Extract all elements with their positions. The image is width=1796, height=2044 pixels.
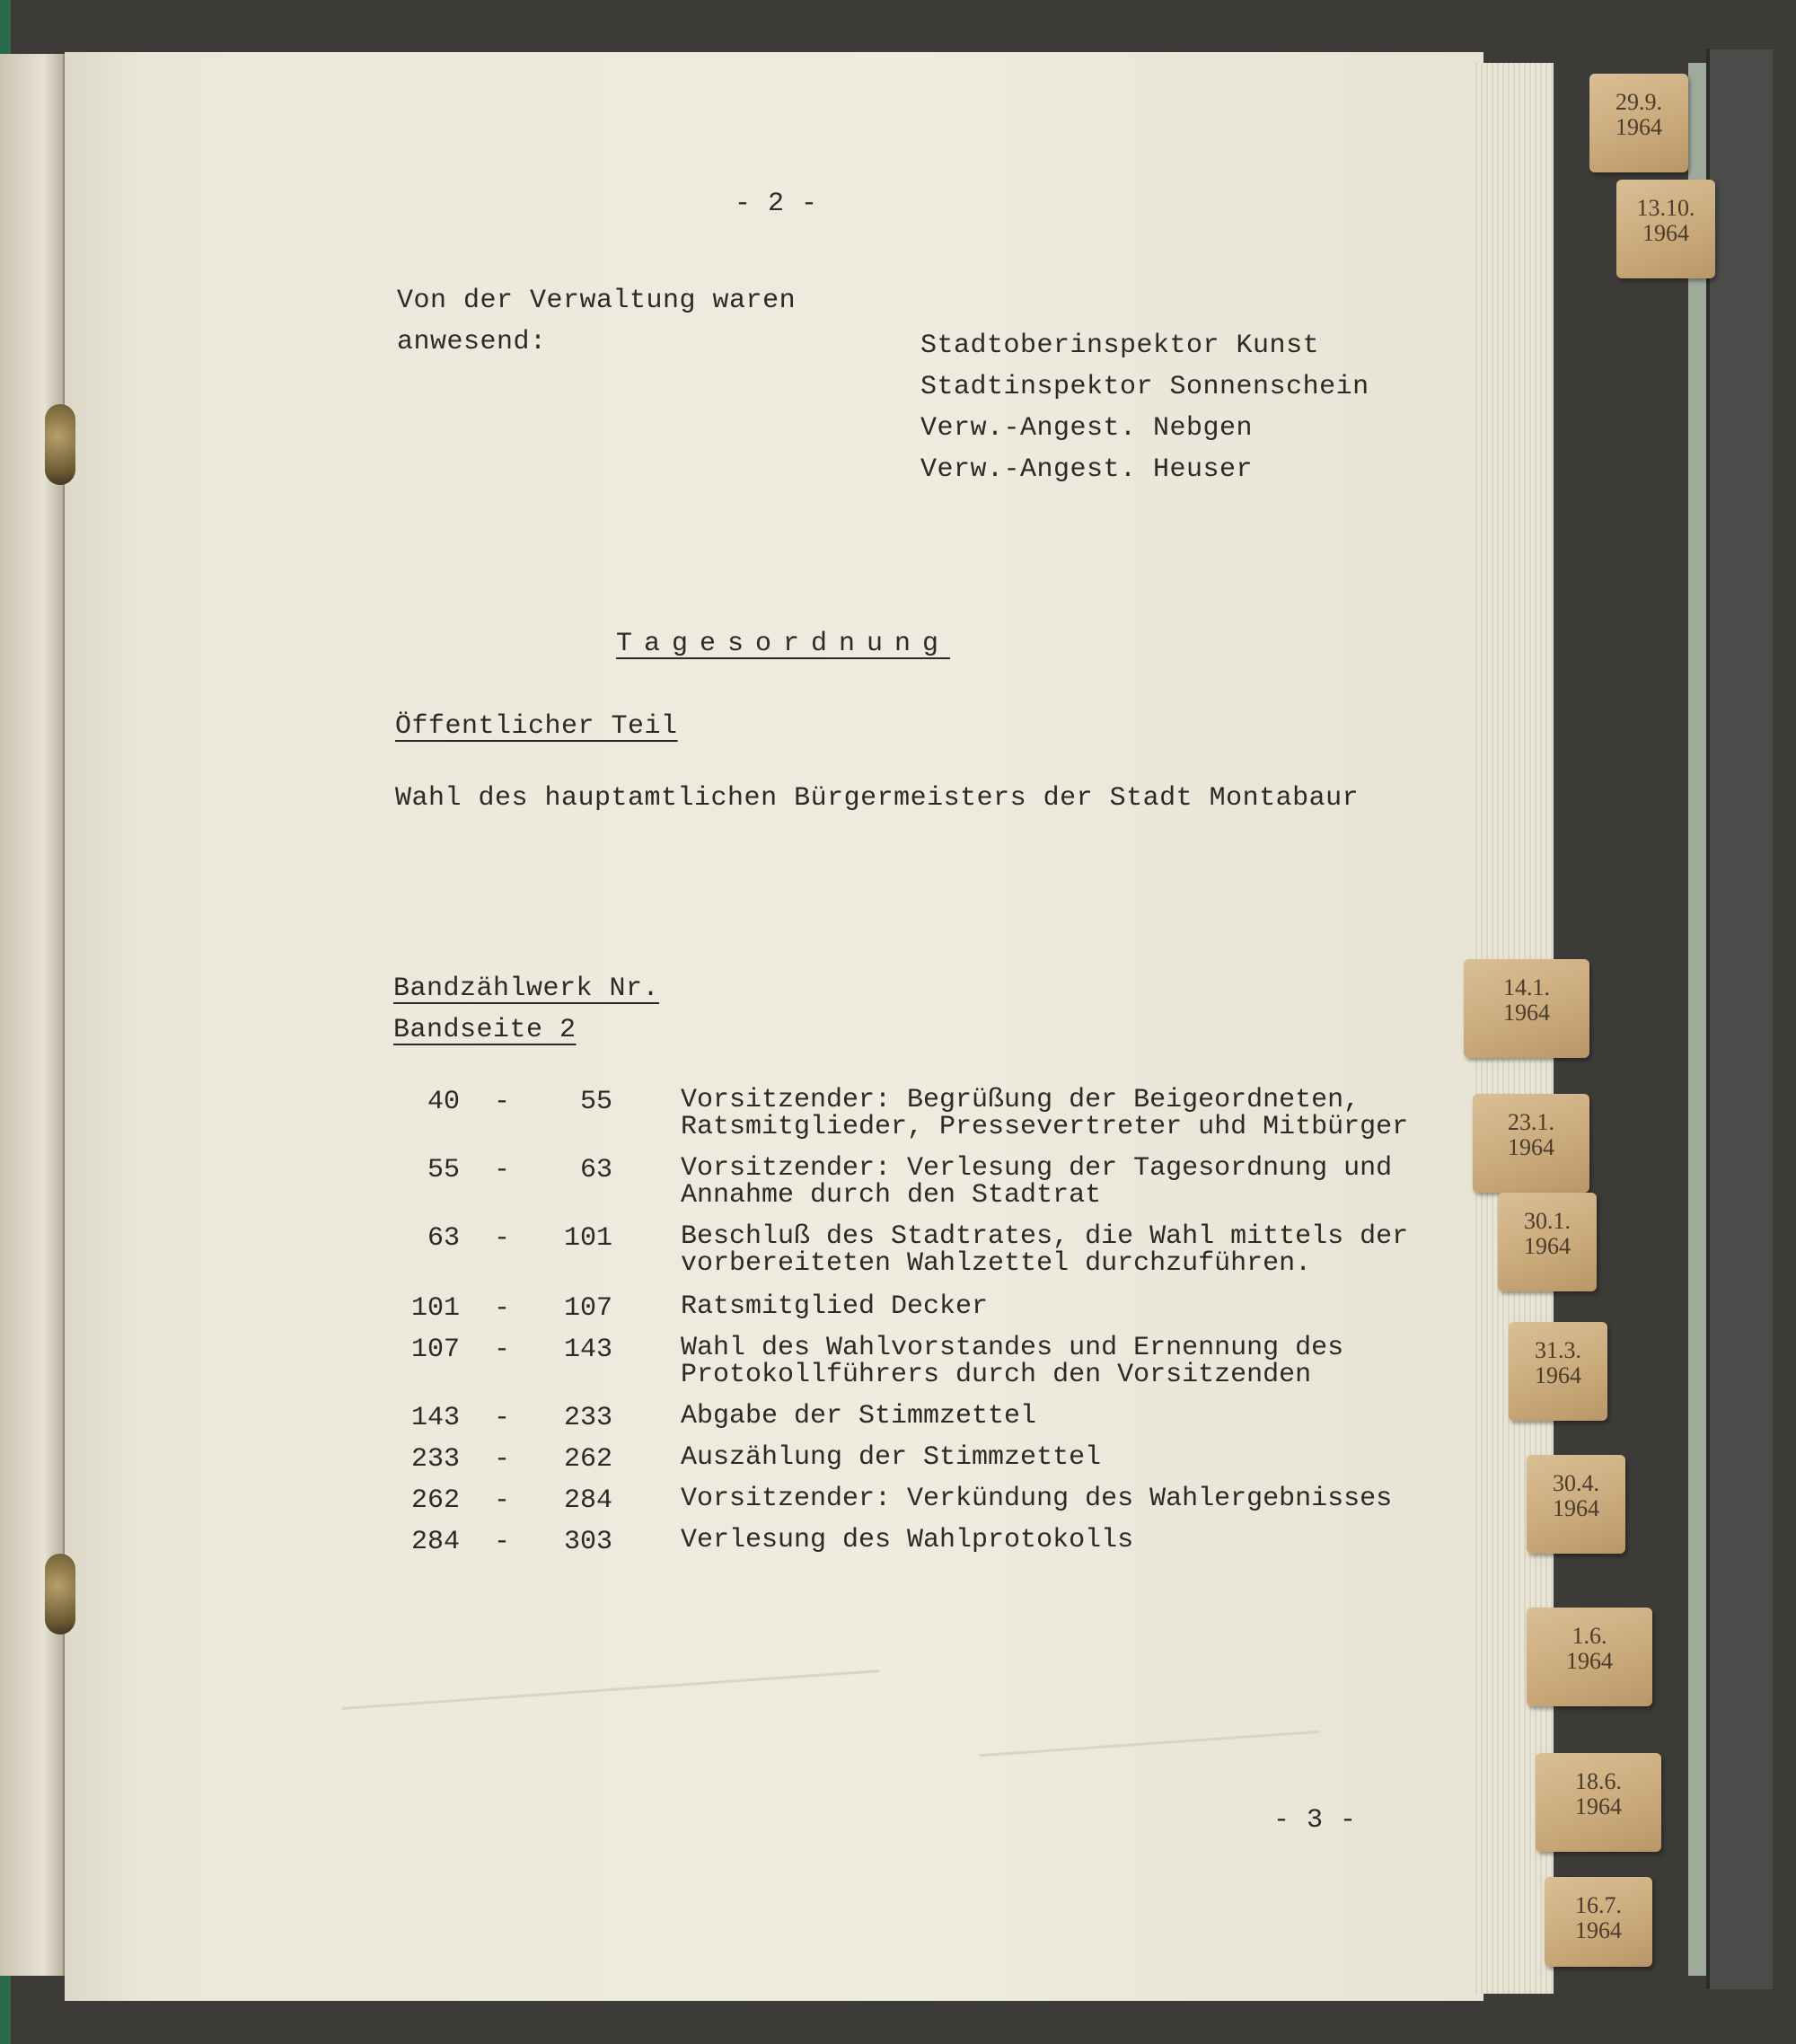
- counter-description: [681, 1485, 1489, 1512]
- counter-description: [681, 1527, 1489, 1554]
- description-line: Abgabe der Stimmzettel: [681, 1401, 1037, 1432]
- counter-description: [681, 1335, 1489, 1388]
- counter-row: [395, 1155, 1473, 1227]
- present-name-3: Verw.-Angest. Nebgen: [920, 413, 1254, 444]
- counter-to: 233: [563, 1403, 612, 1433]
- counter-description: [681, 1403, 1489, 1430]
- counter-row: [395, 1335, 1473, 1406]
- counter-from: 101: [410, 1293, 460, 1324]
- page-number: - 2 -: [735, 189, 818, 219]
- counter-to: 262: [563, 1444, 612, 1475]
- next-page-marker: - 3 -: [1273, 1805, 1357, 1836]
- description-line: vorbereiteten Wahlzettel durchzuführen.: [681, 1248, 1312, 1279]
- counter-heading: Bandzählwerk Nr.: [393, 974, 660, 1004]
- counter-dash: -: [494, 1293, 511, 1324]
- binder-cover: [1706, 49, 1773, 1989]
- counter-from: 143: [410, 1403, 460, 1433]
- counter-dash: -: [494, 1527, 511, 1557]
- counter-dash: -: [494, 1087, 511, 1117]
- description-line: Vorsitzender: Begrüßung der Beigeordneten,: [681, 1085, 1360, 1115]
- counter-description: [681, 1293, 1489, 1320]
- counter-to: 55: [579, 1087, 612, 1117]
- description-line: Annahme durch den Stadtrat: [681, 1180, 1102, 1211]
- counter-row: [395, 1087, 1473, 1159]
- left-page-edge: [0, 54, 66, 1976]
- counter-to: 303: [563, 1527, 612, 1557]
- counter-from: 262: [410, 1485, 460, 1516]
- counter-description: [681, 1155, 1489, 1209]
- counter-to: 63: [579, 1155, 612, 1185]
- description-line: Vorsitzender: Verlesung der Tagesordnung und: [681, 1153, 1393, 1184]
- counter-from: 233: [410, 1444, 460, 1475]
- index-tab[interactable]: 13.10. 1964: [1616, 180, 1715, 278]
- counter-from: 284: [410, 1527, 460, 1557]
- counter-description: [681, 1444, 1489, 1471]
- counter-row: [395, 1527, 1473, 1599]
- counter-dash: -: [494, 1444, 511, 1475]
- counter-to: 107: [563, 1293, 612, 1324]
- public-part-heading: Öffentlicher Teil: [395, 711, 678, 742]
- index-tab[interactable]: 1.6. 1964: [1527, 1608, 1652, 1706]
- description-line: Vorsitzender: Verkündung des Wahlergebnisses: [681, 1484, 1393, 1514]
- page-ref-heading: Bandseite 2: [393, 1015, 577, 1045]
- description-line: Wahl des Wahlvorstandes und Ernennung des: [681, 1333, 1344, 1363]
- present-name-4: Verw.-Angest. Heuser: [920, 454, 1254, 485]
- counter-from: 55: [427, 1155, 460, 1185]
- counter-from: 107: [410, 1335, 460, 1365]
- agenda-item: Wahl des hauptamtlichen Bürgermeisters der Stadt Montabaur: [395, 783, 1360, 814]
- index-tab[interactable]: 23.1. 1964: [1473, 1094, 1589, 1193]
- counter-to: 143: [563, 1335, 612, 1365]
- counter-description: [681, 1087, 1489, 1141]
- index-tab[interactable]: 31.3. 1964: [1509, 1322, 1607, 1421]
- binder-ring-top: [45, 404, 75, 485]
- description-line: Ratsmitglieder, Pressevertreter uhd Mitbürger: [681, 1112, 1409, 1142]
- counter-to: 101: [563, 1223, 612, 1254]
- counter-dash: -: [494, 1403, 511, 1433]
- description-line: Protokollführers durch den Vorsitzenden: [681, 1360, 1312, 1390]
- counter-dash: -: [494, 1335, 511, 1365]
- counter-dash: -: [494, 1155, 511, 1185]
- present-label-line1: Von der Verwaltung waren: [397, 286, 797, 316]
- index-tab[interactable]: 14.1. 1964: [1464, 959, 1589, 1058]
- index-tab[interactable]: 18.6. 1964: [1536, 1753, 1661, 1852]
- index-tab[interactable]: 30.1. 1964: [1498, 1193, 1597, 1291]
- binder-ring-bottom: [45, 1554, 75, 1634]
- present-label-line2: anwesend:: [397, 327, 547, 357]
- counter-dash: -: [494, 1223, 511, 1254]
- present-name-1: Stadtoberinspektor Kunst: [920, 330, 1320, 361]
- counter-to: 284: [563, 1485, 612, 1516]
- index-tab[interactable]: 29.9. 1964: [1589, 74, 1688, 172]
- description-line: Verlesung des Wahlprotokolls: [681, 1525, 1134, 1555]
- description-line: Auszählung der Stimmzettel: [681, 1442, 1102, 1473]
- agenda-heading: Tagesordnung: [616, 629, 951, 659]
- counter-dash: -: [494, 1485, 511, 1516]
- description-line: Beschluß des Stadtrates, die Wahl mittels der: [681, 1221, 1409, 1252]
- counter-from: 63: [427, 1223, 460, 1254]
- counter-from: 40: [427, 1087, 460, 1117]
- present-name-2: Stadtinspektor Sonnenschein: [920, 372, 1369, 402]
- index-tab[interactable]: 30.4. 1964: [1527, 1455, 1625, 1554]
- description-line: Ratsmitglied Decker: [681, 1291, 989, 1322]
- counter-row: [395, 1223, 1473, 1295]
- index-tab[interactable]: 16.7. 1964: [1545, 1877, 1652, 1967]
- counter-description: [681, 1223, 1489, 1277]
